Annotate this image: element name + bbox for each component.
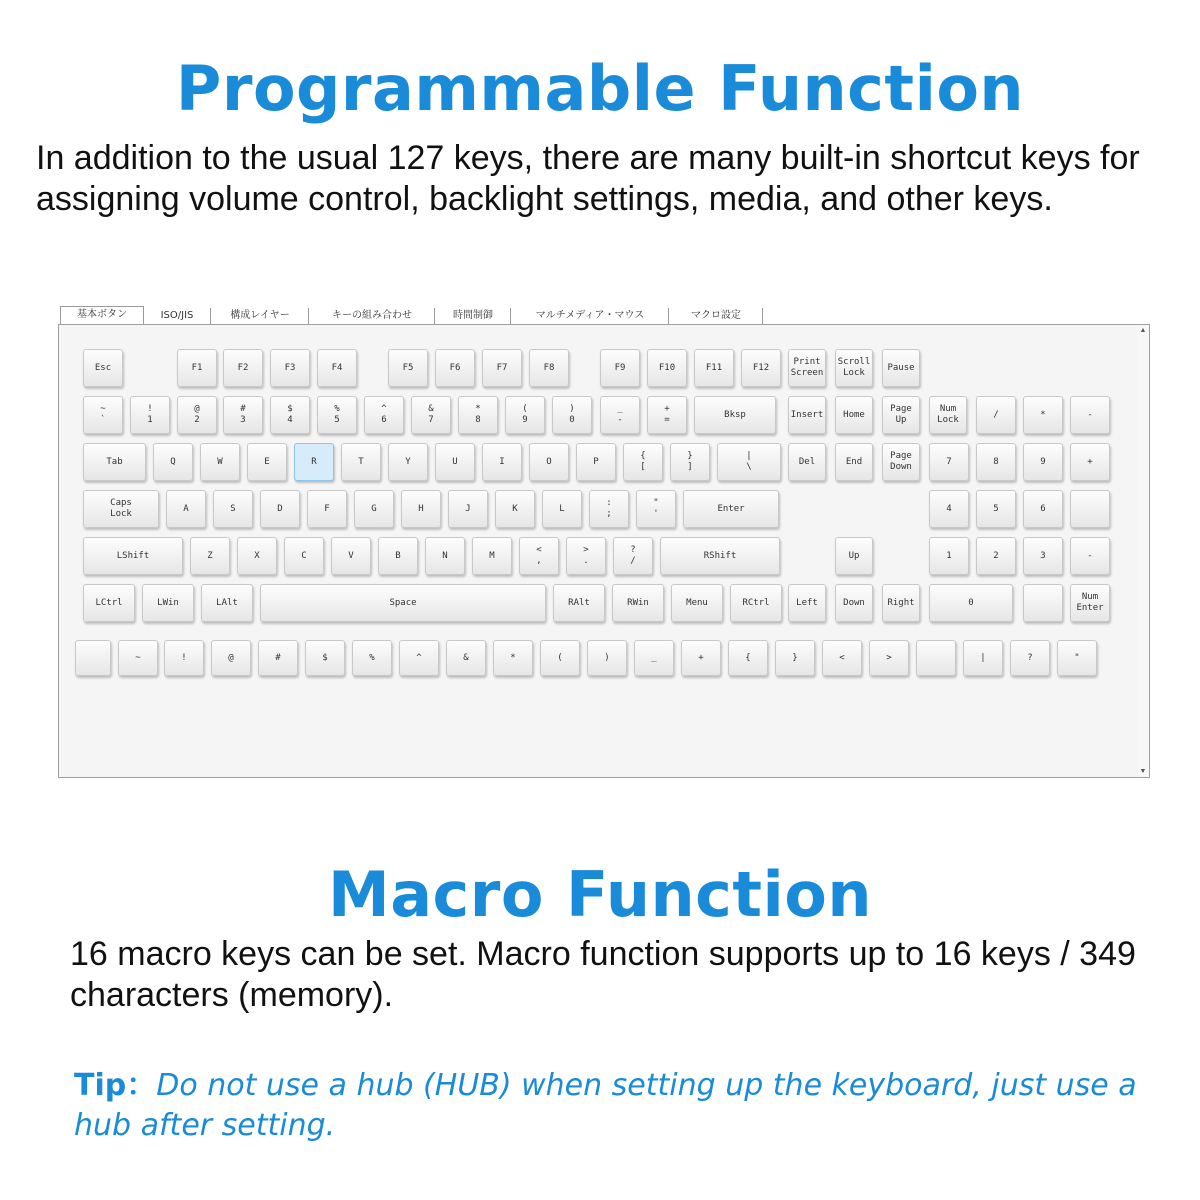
key-r0-14-scroll-lock[interactable]: Scroll Lock xyxy=(835,349,873,387)
key-r2-19-9[interactable]: 9 xyxy=(1023,443,1063,481)
key-r0-2-f2[interactable]: F2 xyxy=(223,349,263,387)
key-r2-9-o[interactable]: O xyxy=(529,443,569,481)
key-r6-17-x[interactable]: > xyxy=(869,640,909,676)
key-r0-0-esc[interactable]: Esc xyxy=(83,349,123,387)
key-r3-13-4[interactable]: 4 xyxy=(929,490,969,528)
key-r3-10-x-x[interactable]: : ; xyxy=(589,490,629,528)
key-r4-11-rshift[interactable]: RShift xyxy=(660,537,780,575)
key-r3-12-enter[interactable]: Enter xyxy=(683,490,779,528)
key-r2-7-u[interactable]: U xyxy=(435,443,475,481)
key-r6-6-x[interactable]: % xyxy=(352,640,392,676)
key-r6-11-x[interactable]: ) xyxy=(587,640,627,676)
tip-text: Do not use a hub (HUB) when setting up the keyboard, just use a hub after setting. xyxy=(74,1068,1137,1143)
key-r0-11-f11[interactable]: F11 xyxy=(694,349,734,387)
tab-6[interactable]: マクロ設定 xyxy=(670,308,763,324)
scroll-up-arrow-icon[interactable]: ▲ xyxy=(1139,327,1147,334)
key-r0-9-f9[interactable]: F9 xyxy=(600,349,640,387)
key-r6-5-x[interactable]: $ xyxy=(305,640,345,676)
key-r2-17-7[interactable]: 7 xyxy=(929,443,969,481)
programmable-function-heading: Programmable Function xyxy=(175,52,1025,125)
key-r4-5-b[interactable]: B xyxy=(378,537,418,575)
key-r2-20-x[interactable]: + xyxy=(1070,443,1110,481)
key-r1-3-x-3[interactable]: # 3 xyxy=(223,396,263,434)
key-r4-10-x-x[interactable]: ? / xyxy=(613,537,653,575)
key-r6-9-x[interactable]: * xyxy=(493,640,533,676)
key-r5-6-menu[interactable]: Menu xyxy=(671,584,723,622)
key-r4-7-m[interactable]: M xyxy=(472,537,512,575)
tab-2[interactable]: 構成レイヤー xyxy=(212,308,309,324)
key-r1-9-x-9[interactable]: ( 9 xyxy=(505,396,545,434)
key-r4-0-lshift[interactable]: LShift xyxy=(83,537,183,575)
key-r3-16-blank[interactable] xyxy=(1070,490,1110,528)
key-r3-4-f[interactable]: F xyxy=(307,490,347,528)
key-r6-3-x[interactable]: @ xyxy=(211,640,251,676)
key-r1-12-x-x[interactable]: + = xyxy=(647,396,687,434)
key-r0-13-print-screen[interactable]: Print Screen xyxy=(788,349,826,387)
tab-bar xyxy=(58,306,758,324)
key-r3-1-a[interactable]: A xyxy=(166,490,206,528)
key-r3-11-x-x[interactable]: " ' xyxy=(636,490,676,528)
tip-label: Tip： xyxy=(74,1068,157,1103)
key-r5-3-space[interactable]: Space xyxy=(260,584,546,622)
key-r5-1-lwin[interactable]: LWin xyxy=(142,584,194,622)
key-r5-12-blank[interactable] xyxy=(1023,584,1063,622)
key-r0-6-f6[interactable]: F6 xyxy=(435,349,475,387)
key-r4-6-n[interactable]: N xyxy=(425,537,465,575)
key-r1-19-x[interactable]: * xyxy=(1023,396,1063,434)
key-r5-9-down[interactable]: Down xyxy=(835,584,873,622)
key-r3-5-g[interactable]: G xyxy=(354,490,394,528)
key-r0-12-f12[interactable]: F12 xyxy=(741,349,781,387)
programmable-function-description: In addition to the usual 127 keys, there are many built-in shortcut keys for assigning volume control, backlight settings, media, and other keys. xyxy=(36,139,1140,218)
vertical-scrollbar[interactable] xyxy=(1137,325,1149,777)
tab-3[interactable]: キーの組み合わせ xyxy=(310,308,435,324)
key-r3-2-s[interactable]: S xyxy=(213,490,253,528)
key-r3-8-k[interactable]: K xyxy=(495,490,535,528)
key-r4-15-3[interactable]: 3 xyxy=(1023,537,1063,575)
key-r0-5-f5[interactable]: F5 xyxy=(388,349,428,387)
key-r3-0-caps-lock[interactable]: Caps Lock xyxy=(83,490,159,528)
key-r5-8-left[interactable]: Left xyxy=(788,584,826,622)
key-r0-4-f4[interactable]: F4 xyxy=(317,349,357,387)
key-r5-5-rwin[interactable]: RWin xyxy=(612,584,664,622)
key-r1-1-x-1[interactable]: ! 1 xyxy=(130,396,170,434)
key-r3-9-l[interactable]: L xyxy=(542,490,582,528)
key-r2-11-x-x[interactable]: { [ xyxy=(623,443,663,481)
key-r3-3-d[interactable]: D xyxy=(260,490,300,528)
key-r5-0-lctrl[interactable]: LCtrl xyxy=(83,584,135,622)
key-r6-8-x[interactable]: & xyxy=(446,640,486,676)
key-r2-6-y[interactable]: Y xyxy=(388,443,428,481)
key-r2-3-e[interactable]: E xyxy=(247,443,287,481)
key-r2-5-t[interactable]: T xyxy=(341,443,381,481)
key-r4-14-2[interactable]: 2 xyxy=(976,537,1016,575)
key-r3-15-6[interactable]: 6 xyxy=(1023,490,1063,528)
key-r1-15-home[interactable]: Home xyxy=(835,396,873,434)
key-r2-13-x-x[interactable]: | \ xyxy=(717,443,781,481)
tab-4[interactable]: 時間制御 xyxy=(436,308,511,324)
key-r2-14-del[interactable]: Del xyxy=(788,443,826,481)
key-r1-0-x-x[interactable]: ~ ` xyxy=(83,396,123,434)
key-r0-3-f3[interactable]: F3 xyxy=(270,349,310,387)
key-r6-13-x[interactable]: + xyxy=(681,640,721,676)
key-r4-3-c[interactable]: C xyxy=(284,537,324,575)
key-r1-6-x-6[interactable]: ^ 6 xyxy=(364,396,404,434)
key-r6-0-blank[interactable] xyxy=(75,640,111,676)
key-r2-4-r[interactable]: R xyxy=(294,443,334,481)
key-r6-19-x[interactable]: | xyxy=(963,640,1003,676)
keyboard-layout-panel xyxy=(58,324,1150,778)
key-r4-16--[interactable]: - xyxy=(1070,537,1110,575)
key-r2-10-p[interactable]: P xyxy=(576,443,616,481)
key-r2-12-x-x[interactable]: } ] xyxy=(670,443,710,481)
key-r1-11-x--[interactable]: _ - xyxy=(600,396,640,434)
key-r1-7-x-7[interactable]: & 7 xyxy=(411,396,451,434)
key-r0-8-f8[interactable]: F8 xyxy=(529,349,569,387)
key-r4-2-x[interactable]: X xyxy=(237,537,277,575)
key-r2-16-page-down[interactable]: Page Down xyxy=(882,443,920,481)
key-r2-0-tab[interactable]: Tab xyxy=(83,443,146,481)
key-r1-4-x-4[interactable]: $ 4 xyxy=(270,396,310,434)
key-r1-10-x-0[interactable]: ) 0 xyxy=(552,396,592,434)
key-r6-2-x[interactable]: ! xyxy=(164,640,204,676)
key-r6-12-x[interactable]: _ xyxy=(634,640,674,676)
key-r0-1-f1[interactable]: F1 xyxy=(177,349,217,387)
key-r5-13-num-enter[interactable]: Num Enter xyxy=(1070,584,1110,622)
key-r1-5-x-5[interactable]: % 5 xyxy=(317,396,357,434)
key-r1-14-insert[interactable]: Insert xyxy=(788,396,826,434)
key-r5-2-lalt[interactable]: LAlt xyxy=(201,584,253,622)
key-r0-15-pause[interactable]: Pause xyxy=(882,349,920,387)
key-r1-13-bksp[interactable]: Bksp xyxy=(694,396,776,434)
key-r4-8-x-x[interactable]: < , xyxy=(519,537,559,575)
macro-function-heading: Macro Function xyxy=(328,858,872,931)
key-r1-17-num-lock[interactable]: Num Lock xyxy=(929,396,967,434)
key-r4-13-1[interactable]: 1 xyxy=(929,537,969,575)
key-r1-18-x[interactable]: / xyxy=(976,396,1016,434)
tip-note xyxy=(74,1066,1154,1146)
tab-5[interactable]: マルチメディア・マウス xyxy=(512,308,669,324)
key-r2-15-end[interactable]: End xyxy=(835,443,873,481)
key-r1-20--[interactable]: - xyxy=(1070,396,1110,434)
key-r4-12-up[interactable]: Up xyxy=(835,537,873,575)
key-r2-18-8[interactable]: 8 xyxy=(976,443,1016,481)
key-r5-11-0[interactable]: 0 xyxy=(929,584,1013,622)
key-r6-7-x[interactable]: ^ xyxy=(399,640,439,676)
key-r4-1-z[interactable]: Z xyxy=(190,537,230,575)
key-r0-7-f7[interactable]: F7 xyxy=(482,349,522,387)
key-r5-7-rctrl[interactable]: RCtrl xyxy=(730,584,782,622)
key-r6-18-blank[interactable] xyxy=(916,640,956,676)
key-r6-4-x[interactable]: # xyxy=(258,640,298,676)
key-r6-21-x[interactable]: " xyxy=(1057,640,1097,676)
key-r6-15-x[interactable]: } xyxy=(775,640,815,676)
tab-1[interactable]: ISO/JIS xyxy=(144,308,211,324)
key-r3-6-h[interactable]: H xyxy=(401,490,441,528)
macro-function-description: 16 macro keys can be set. Macro function supports up to 16 keys / 349 characters (memory). xyxy=(70,935,1136,1014)
key-r6-10-x[interactable]: ( xyxy=(540,640,580,676)
key-r4-4-v[interactable]: V xyxy=(331,537,371,575)
key-r3-7-j[interactable]: J xyxy=(448,490,488,528)
key-r3-14-5[interactable]: 5 xyxy=(976,490,1016,528)
key-r1-2-x-2[interactable]: @ 2 xyxy=(177,396,217,434)
scroll-down-arrow-icon[interactable]: ▼ xyxy=(1139,768,1147,775)
key-r6-14-x[interactable]: { xyxy=(728,640,768,676)
key-r5-10-right[interactable]: Right xyxy=(882,584,920,622)
key-r5-4-ralt[interactable]: RAlt xyxy=(553,584,605,622)
key-r0-10-f10[interactable]: F10 xyxy=(647,349,687,387)
keyboard-config-window xyxy=(58,306,1150,778)
key-r1-8-x-8[interactable]: * 8 xyxy=(458,396,498,434)
key-r6-20-x[interactable]: ? xyxy=(1010,640,1050,676)
tab-0[interactable]: 基本ボタン xyxy=(60,306,144,325)
key-r2-2-w[interactable]: W xyxy=(200,443,240,481)
key-r1-16-page-up[interactable]: Page Up xyxy=(882,396,920,434)
key-r2-8-i[interactable]: I xyxy=(482,443,522,481)
key-r2-1-q[interactable]: Q xyxy=(153,443,193,481)
key-r4-9-x-x[interactable]: > . xyxy=(566,537,606,575)
key-r6-1-x[interactable]: ~ xyxy=(118,640,158,676)
key-r6-16-x[interactable]: < xyxy=(822,640,862,676)
